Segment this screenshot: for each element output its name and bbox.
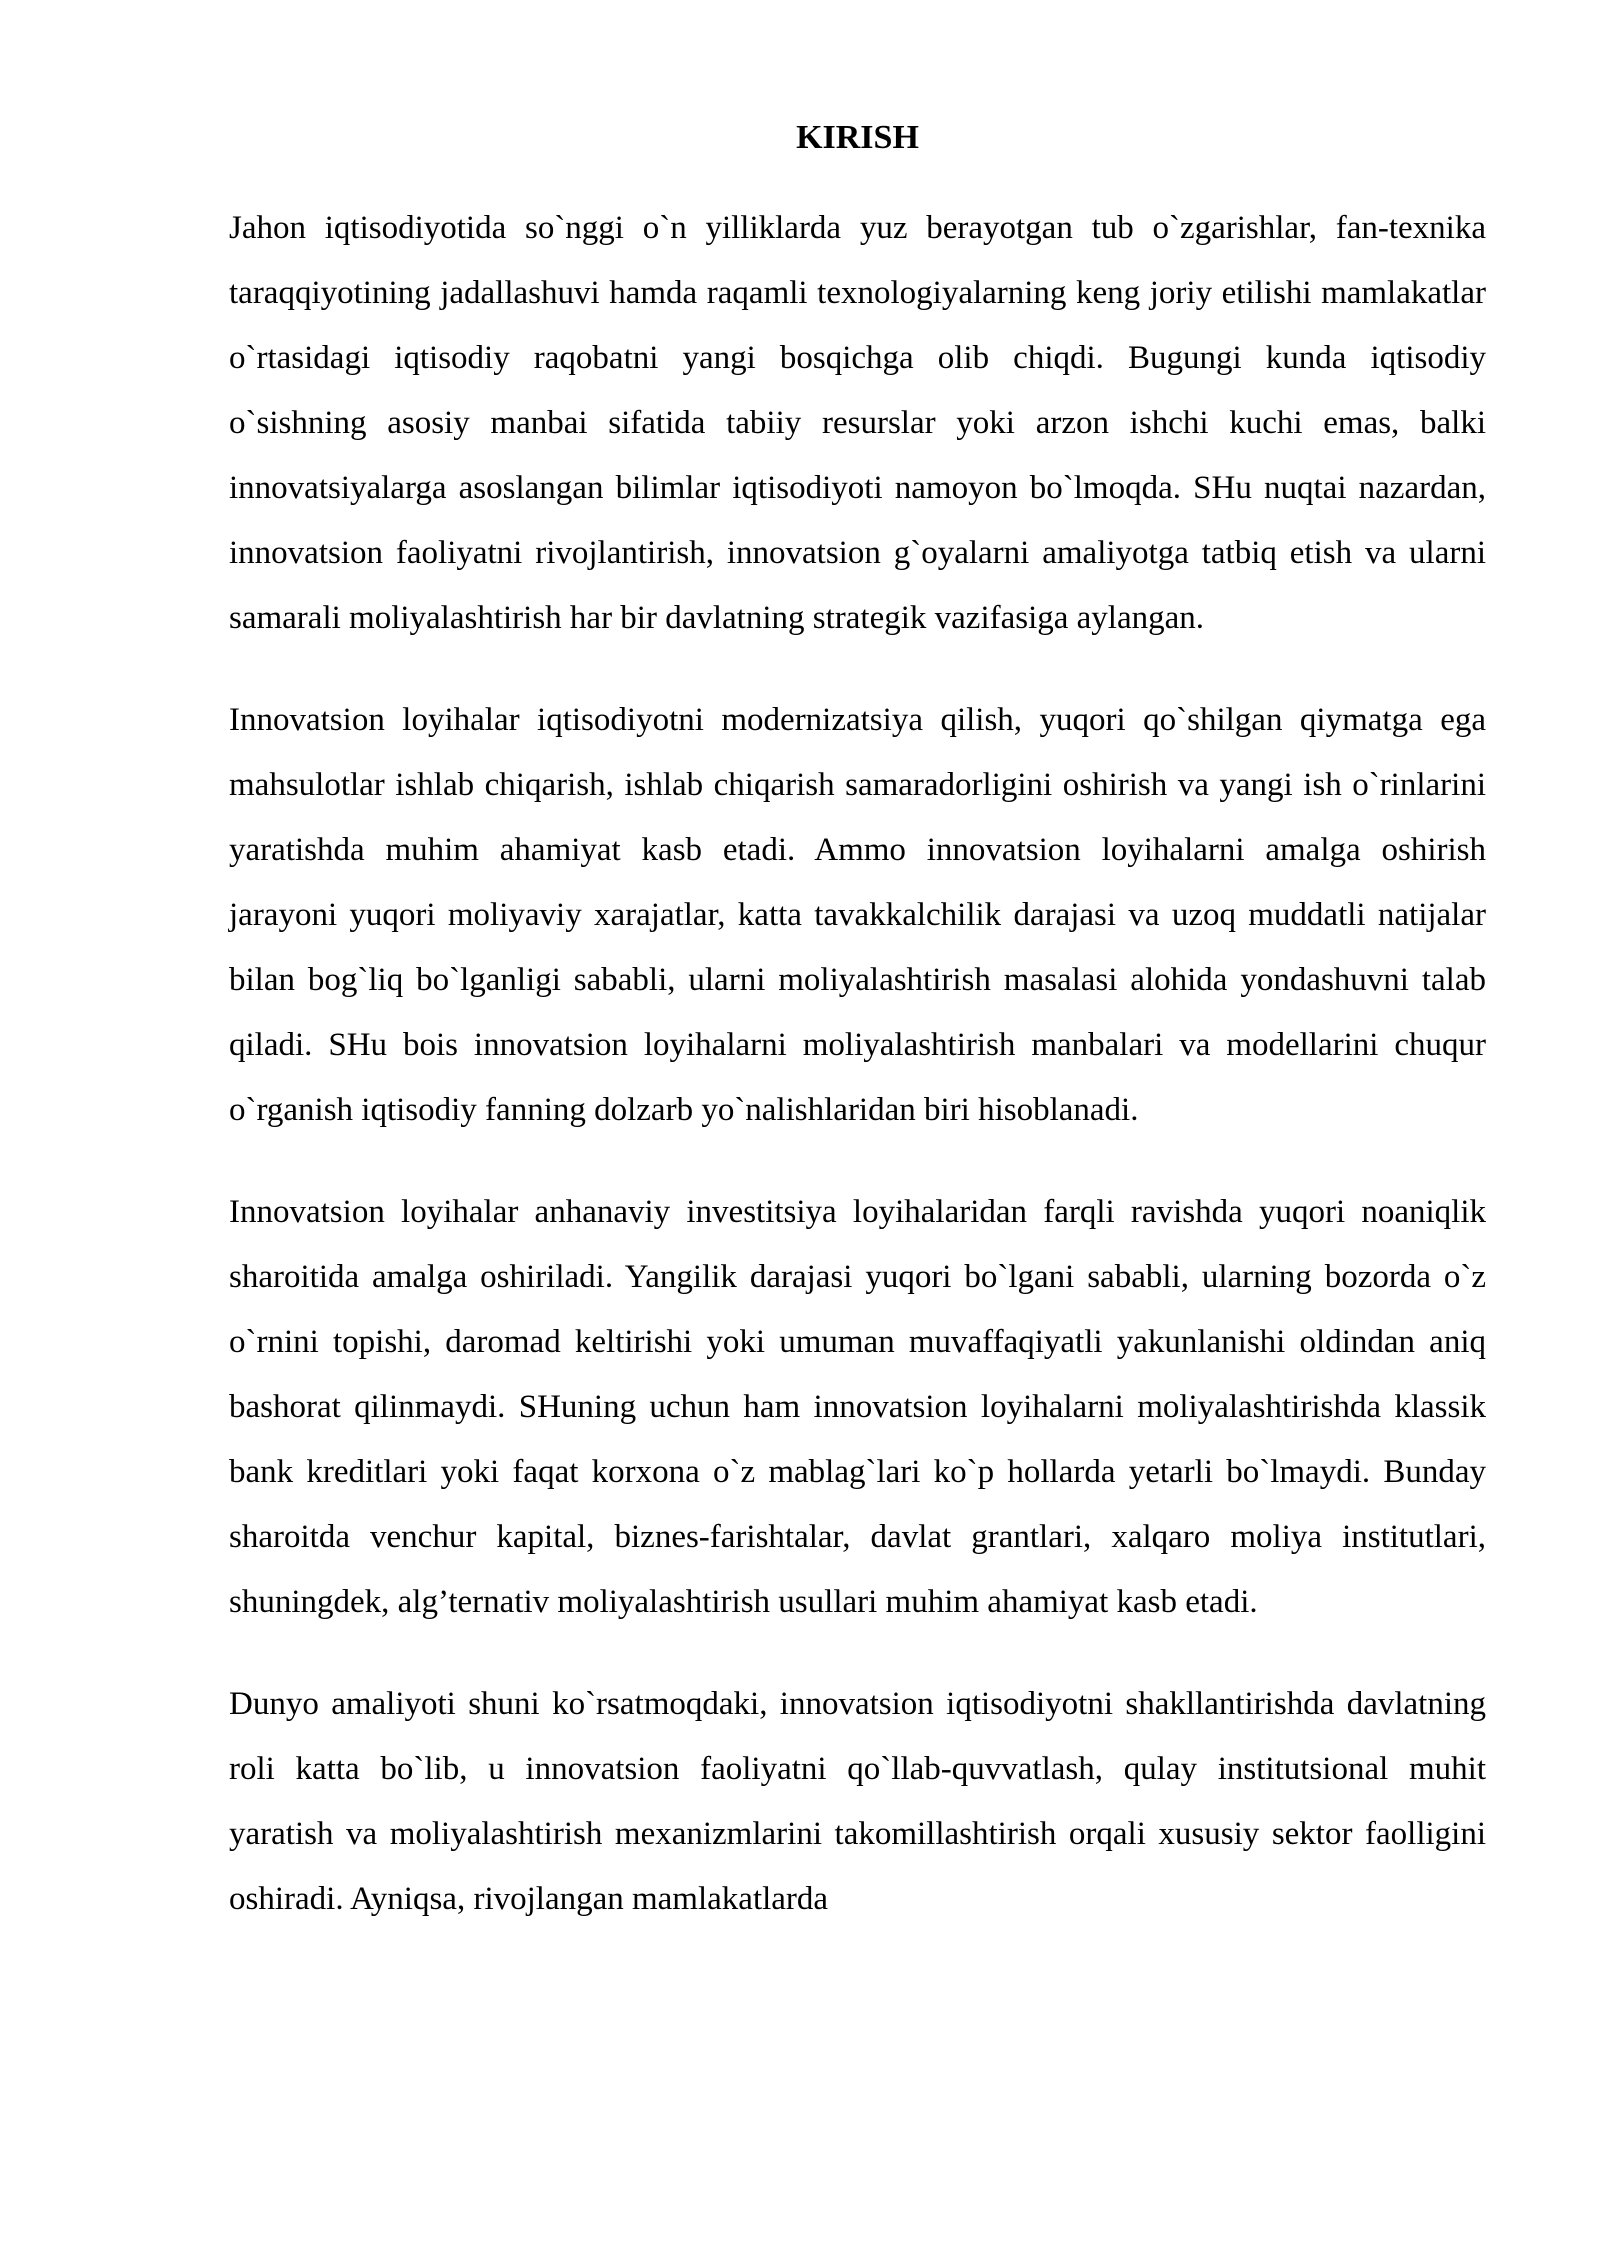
paragraph-2: Innovatsion loyihalar iqtisodiyotni modernizatsiya qilish, yuqori qo`shilgan qiymatga ega mahsulotlar ishlab chiqarish, ishlab chiqarish samaradorligini oshirish va yangi ish o`rinlarini yaratishda muhim ahamiyat kasb etadi. Ammo innovatsion loyihalarni amalga oshirish jarayoni yuqori moliyaviy xarajatlar, katta tavakkalchilik darajasi va uzoq muddatli natijalar bilan bog`liq bo`lganligi sababli, ularni moliyalashtirish masalasi alohida yondashuvni talab qiladi. SHu bois innovatsion loyihalarni moliyalashtirish manbalari va modellarini chuqur o`rganish iqtisodiy fanning dolzarb yo`nalishlaridan biri hisoblanadi. [229,702,1486,1128]
paragraph-1: Jahon iqtisodiyotida so`nggi o`n yilliklarda yuz berayotgan tub o`zgarishlar, fan-texnika taraqqiyotining jadallashuvi hamda raqamli texnologiyalarning keng joriy etilishi mamlakatlar o`rtasidagi iqtisodiy raqobatni yangi bosqichga olib chiqdi. Bugungi kunda iqtisodiy o`sishning asosiy manbai sifatida tabiiy resurslar yoki arzon ishchi kuchi emas, balki innovatsiyalarga asoslangan bilimlar iqtisodiyoti namoyon bo`lmoqda. SHu nuqtai nazardan, innovatsion faoliyatni rivojlantirish, innovatsion g`oyalarni amaliyotga tatbiq etish va ularni samarali moliyalashtirish har bir davlatning strategik vazifasiga aylangan. [229,210,1486,636]
paragraph-4: Dunyo amaliyoti shuni ko`rsatmoqdaki, innovatsion iqtisodiyotni shakllantirishda davlatning roli katta bo`lib, u innovatsion faoliyatni qo`llab-quvvatlash, qulay institutsional muhit yaratish va moliyalashtirish mexanizmlarini takomillashtirish orqali xususiy sektor faolligini oshiradi. Ayniqsa, rivojlangan mamlakatlarda [229,1686,1486,1917]
document-page [229,112,1486,1932]
section-title: KIRISH [796,119,919,156]
paragraph-3: Innovatsion loyihalar anhanaviy investitsiya loyihalaridan farqli ravishda yuqori noaniqlik sharoitida amalga oshiriladi. Yangilik darajasi yuqori bo`lgani sababli, ularning bozorda o`z o`rnini topishi, daromad keltirishi yoki umuman muvaffaqiyatli yakunlanishi oldindan aniq bashorat qilinmaydi. SHuning uchun ham innovatsion loyihalarni moliyalashtirishda klassik bank kreditlari yoki faqat korxona o`z mablag`lari ko`p hollarda yetarli bo`lmaydi. Bunday sharoitda venchur kapital, biznes-farishtalar, davlat grantlari, xalqaro moliya institutlari, shuningdek, alg’ternativ moliyalashtirish usullari muhim ahamiyat kasb etadi. [229,1194,1486,1620]
